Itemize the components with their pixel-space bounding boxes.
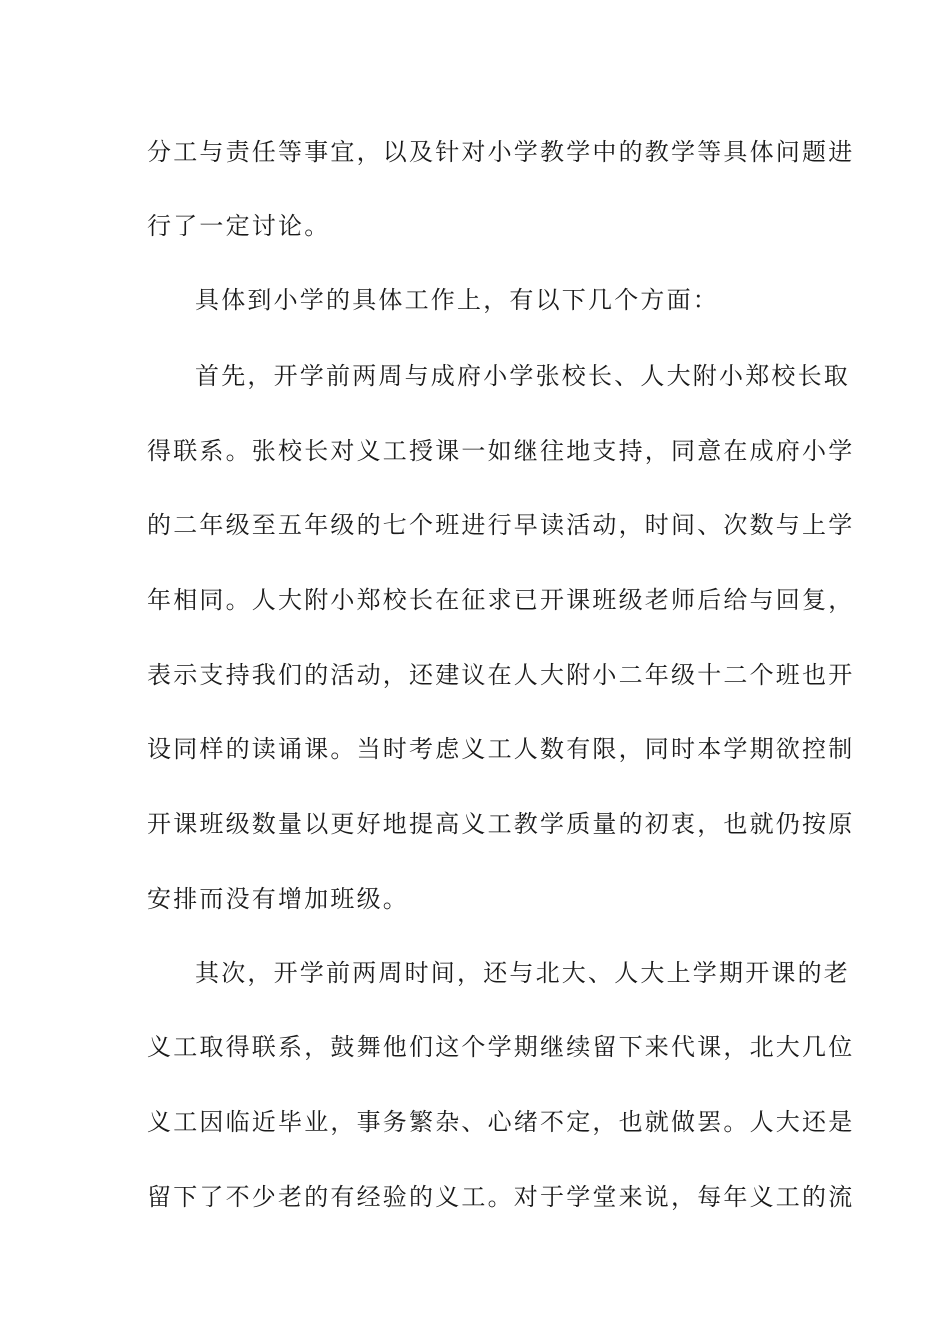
text-line: 开课班级数量以更好地提高义工教学质量的初衷，也就仍按原 bbox=[147, 810, 855, 838]
text-line: 得联系。张校长对义工授课一如继往地支持，同意在成府小学 bbox=[147, 437, 855, 465]
text-line: 设同样的读诵课。当时考虑义工人数有限，同时本学期欲控制 bbox=[147, 735, 855, 763]
text-line: 年相同。人大附小郑校长在征求已开课班级老师后给与回复， bbox=[147, 586, 855, 614]
text-line: 留下了不少老的有经验的义工。对于学堂来说，每年义工的流 bbox=[147, 1183, 855, 1211]
paragraph-start-line: 其次，开学前两周时间，还与北大、人大上学期开课的老 bbox=[195, 959, 850, 987]
text-line: 表示支持我们的活动，还建议在人大附小二年级十二个班也开 bbox=[147, 661, 855, 689]
text-line: 安排而没有增加班级。 bbox=[147, 885, 409, 913]
text-line: 的二年级至五年级的七个班进行早读活动，时间、次数与上学 bbox=[147, 511, 855, 539]
text-line: 分工与责任等事宜，以及针对小学教学中的教学等具体问题进 bbox=[147, 138, 855, 166]
text-line: 义工因临近毕业，事务繁杂、心绪不定，也就做罢。人大还是 bbox=[147, 1108, 855, 1136]
text-line: 义工取得联系，鼓舞他们这个学期继续留下来代课，北大几位 bbox=[147, 1033, 855, 1061]
paragraph-start-line: 具体到小学的具体工作上，有以下几个方面： bbox=[195, 286, 719, 314]
paragraph-start-line: 首先，开学前两周与成府小学张校长、人大附小郑校长取 bbox=[195, 362, 850, 390]
text-line: 行了一定讨论。 bbox=[147, 212, 331, 240]
